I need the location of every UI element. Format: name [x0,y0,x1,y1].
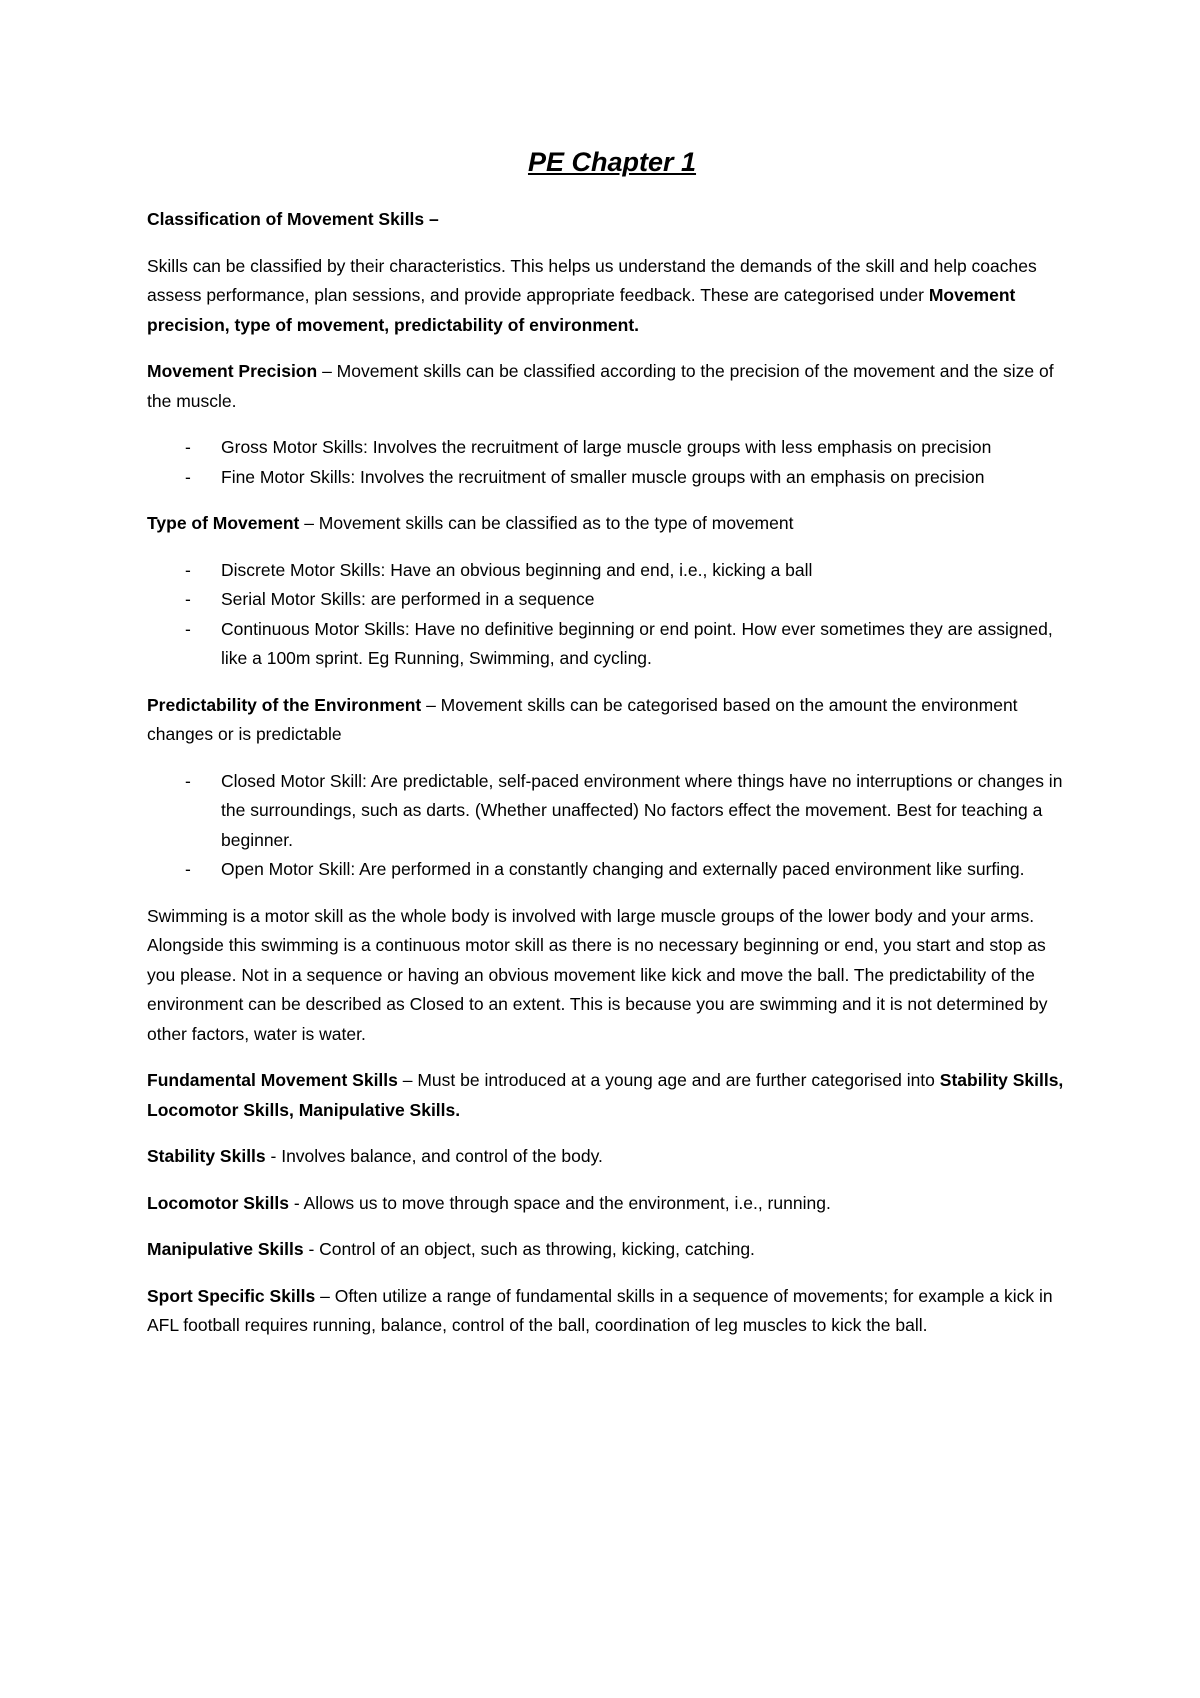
predictability-list [147,767,1077,885]
page-title: PE Chapter 1 [527,147,697,177]
stability-desc: - Involves balance, and control of the body. [265,1146,603,1167]
document-body [147,146,1077,1358]
predictability-desc: – Movement skills can be categorised based on the amount the environment changes or is predictable [147,694,1018,745]
type-of-movement-list [147,556,1077,674]
movement-precision-desc: – Movement skills can be classified according to the precision of the movement and the size of the muscle. [147,361,1054,411]
manipulative-paragraph [147,1235,1077,1265]
list-item: - Fine Motor Skills: Involves the recruitment of smaller muscle groups with an emphasis on precision [147,463,1077,493]
manipulative-term: Manipulative Skills [147,1239,304,1260]
list-item: - Closed Motor Skill: Are predictable, self-paced environment where things have no interruptions or changes in the surroundings, such as darts. (Whether unaffected) No factors effect the movement. Best for teaching a beginner. [147,767,1077,856]
stability-term: Stability Skills [147,1146,266,1167]
predictability-paragraph [147,691,1077,750]
list-item: - Gross Motor Skills: Involves the recruitment of large muscle groups with less emphasis on precision [147,433,1077,463]
sport-specific-desc: – Often utilize a range of fundamental skills in a sequence of movements; for example a kick in AFL football requires running, balance, control of the ball, coordination of leg muscles to kick the ball. [147,1285,1053,1336]
type-of-movement-paragraph [147,509,1077,539]
classification-text: Skills can be classified by their characteristics. This helps us understand the demands of the skill and help coaches assess performance, plan sessions, and provide appropriate feedback. These are categorised under [147,255,1037,306]
classification-heading [147,205,1077,235]
sport-specific-paragraph [147,1282,1077,1341]
type-of-movement-term: Type of Movement [147,513,300,534]
sport-specific-term: Sport Specific Skills [147,1285,316,1306]
movement-precision-list [147,433,1077,492]
fundamental-categories: Stability Skills, Locomotor Skills, Manipulative Skills. [147,1070,1064,1120]
manipulative-desc: - Control of an object, such as throwing, kicking, catching. [303,1239,755,1260]
movement-precision-paragraph [147,357,1077,416]
list-item: - Continuous Motor Skills: Have no definitive beginning or end point. How ever sometimes they are assigned, like a 100m sprint. Eg Running, Swimming, and cycling. [147,615,1077,674]
classification-heading-text: Classification of Movement Skills – [147,209,439,230]
locomotor-term: Locomotor Skills [147,1192,289,1213]
predictability-term: Predictability of the Environment [147,694,422,715]
swimming-paragraph: Swimming is a motor skill as the whole body is involved with large muscle groups of the lower body and your arms. Alongside this swimming is a continuous motor skill as there is no necessary beginning or end, you start and stop as you please. Not in a sequence or having an obvious movement like kick and move the ball. The predictability of the environment can be described as Closed to an extent. This is because you are swimming and it is not determined by other factors, water is water. [147,905,1048,1044]
fundamental-desc: – Must be introduced at a young age and are further categorised into [397,1070,940,1091]
classification-categories: Movement precision, type of movement, predictability of environment. [147,285,1016,335]
classification-paragraph [147,252,1077,341]
list-item: - Discrete Motor Skills: Have an obvious beginning and end, i.e., kicking a ball [147,556,1077,586]
movement-precision-term: Movement Precision [147,361,318,382]
fundamental-paragraph [147,1066,1077,1125]
stability-paragraph [147,1142,1077,1172]
locomotor-desc: - Allows us to move through space and the environment, i.e., running. [288,1192,831,1213]
list-item: - Open Motor Skill: Are performed in a constantly changing and externally paced environment like surfing. [147,855,1077,885]
fundamental-term: Fundamental Movement Skills [147,1070,398,1091]
type-of-movement-desc: – Movement skills can be classified as to the type of movement [299,513,794,534]
list-item: - Serial Motor Skills: are performed in a sequence [147,585,1077,615]
locomotor-paragraph [147,1189,1077,1219]
